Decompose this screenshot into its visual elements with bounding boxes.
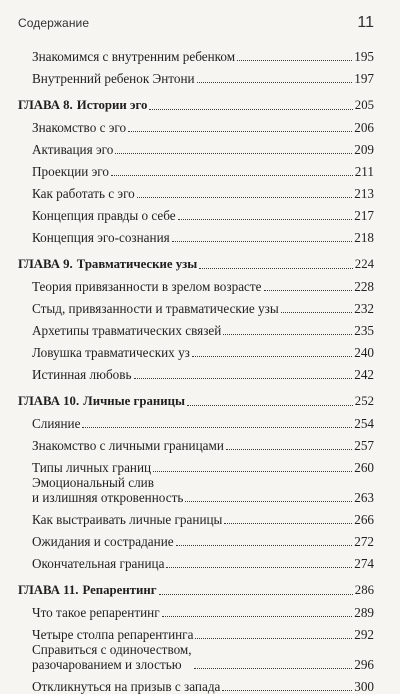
- dot-leader: [162, 616, 353, 617]
- toc-entry-title: Окончательная граница: [32, 556, 165, 571]
- toc-entry: [18, 431, 374, 453]
- toc-entry-page: 266: [354, 512, 374, 527]
- toc-entry-title: Как выстраивать личные границы: [32, 512, 223, 527]
- toc-entry-page: 263: [354, 490, 374, 505]
- toc-entry: [18, 272, 374, 294]
- dot-leader: [281, 312, 353, 313]
- toc-entry: [18, 505, 374, 527]
- toc-entry-page: 242: [354, 367, 374, 382]
- toc-entry: [18, 179, 374, 201]
- toc-entry-title: Внутренний ребенок Энтони: [32, 71, 195, 86]
- toc-entry-title: Слияние: [32, 416, 81, 431]
- dot-leader: [149, 109, 352, 110]
- toc-entry-title: Ожидания и сострадание: [32, 534, 174, 549]
- dot-leader: [153, 471, 352, 472]
- dot-leader: [115, 153, 352, 154]
- toc-entry-title: Ловушка травматических уз: [32, 345, 190, 360]
- toc-entry-title-line: и излишняя откровенность: [32, 490, 184, 505]
- toc-chapter: [18, 576, 374, 598]
- toc-entry-title: Как работать с эго: [32, 186, 135, 201]
- dot-leader: [224, 523, 352, 524]
- dot-leader: [178, 219, 353, 220]
- toc-entry: [18, 409, 374, 431]
- toc-entry-page: 296: [354, 657, 374, 672]
- toc-entry-title-line: разочарованием и злостью: [32, 657, 182, 672]
- chapter-heading: [18, 394, 185, 409]
- toc-entry-page: 206: [354, 120, 374, 135]
- toc-entry-title: Концепция правды о себе: [32, 208, 176, 223]
- dot-leader: [197, 82, 353, 83]
- toc-entry-page: 240: [354, 345, 374, 360]
- toc-entry-page: 292: [354, 627, 374, 642]
- dot-leader: [166, 567, 352, 568]
- chapter-heading: [18, 257, 197, 272]
- toc-entry-title: Теория привязанности в зрелом возрасте: [32, 279, 262, 294]
- toc-entry: [18, 598, 374, 620]
- chapter-title: Травматические узы: [76, 257, 198, 271]
- dot-leader: [195, 638, 352, 639]
- chapter-page: 252: [354, 394, 374, 408]
- dot-leader: [176, 545, 353, 546]
- toc-entry-page: 254: [354, 416, 374, 431]
- running-head: [18, 14, 374, 32]
- chapter-heading: [18, 583, 157, 598]
- toc-entry: [18, 620, 374, 642]
- chapter-page: 205: [354, 98, 374, 112]
- dot-leader: [194, 668, 353, 669]
- dot-leader: [264, 290, 353, 291]
- toc-entry-title: Проекции эго: [32, 164, 109, 179]
- chapter-title: Личные границы: [83, 394, 185, 408]
- toc-entry-page: 218: [354, 230, 374, 245]
- toc-entry-title: [32, 475, 183, 505]
- toc-entry: [18, 201, 374, 223]
- dot-leader: [172, 241, 353, 242]
- toc-entry: [18, 527, 374, 549]
- toc-entry-page: 211: [354, 164, 374, 179]
- toc-entry-title: Истинная любовь: [32, 367, 132, 382]
- dot-leader: [199, 268, 353, 269]
- toc-entry-title: Что такое репарентинг: [32, 605, 160, 620]
- toc-entry: [18, 64, 374, 86]
- toc-entry-page: 272: [354, 534, 374, 549]
- toc-entry-title: Откликнуться на призыв с запада: [32, 679, 221, 694]
- toc-entry-title: Активация эго: [32, 142, 114, 157]
- chapter-title: Репарентинг: [82, 583, 157, 597]
- toc-entry-title-line: Эмоциональный слив: [32, 475, 154, 490]
- toc-entry: [18, 135, 374, 157]
- toc-entry-page: 195: [354, 49, 374, 64]
- toc-entry-title: Четыре столпа репарентинга: [32, 627, 194, 642]
- chapter-number: ГЛАВА 11.: [18, 583, 79, 597]
- dot-leader: [222, 690, 352, 691]
- toc-entry-title: Архетипы травматических связей: [32, 323, 222, 338]
- dot-leader: [159, 594, 353, 595]
- toc-entry: [18, 42, 374, 64]
- dot-leader: [187, 405, 353, 406]
- toc-entry: [18, 316, 374, 338]
- toc-entry: [18, 338, 374, 360]
- toc-entry-page: 300: [354, 679, 374, 694]
- running-head-title: Содержание: [18, 16, 90, 30]
- toc-entry: [18, 642, 374, 672]
- dot-leader: [223, 334, 352, 335]
- dot-leader: [192, 356, 352, 357]
- dot-leader: [237, 60, 352, 61]
- toc-entry-page: 228: [354, 279, 374, 294]
- dot-leader: [226, 449, 352, 450]
- chapter-page: 224: [354, 257, 374, 271]
- toc-entry-title: Концепция эго-сознания: [32, 230, 170, 245]
- dot-leader: [82, 427, 352, 428]
- toc-entry-title: Типы личных границ: [32, 460, 152, 475]
- toc-entry: [18, 113, 374, 135]
- toc-entry-page: 197: [354, 71, 374, 86]
- toc-entry: [18, 294, 374, 316]
- toc-entry-title: Знакомимся с внутренним ребенком: [32, 49, 236, 64]
- chapter-title: Истории эго: [76, 98, 148, 112]
- page-number: 11: [357, 14, 374, 31]
- toc-entry-title: Знакомство с личными границами: [32, 438, 224, 453]
- toc-entry-title: Стыд, привязанности и травматические узы: [32, 301, 279, 316]
- toc-entry: [18, 157, 374, 179]
- toc-entry-title: Знакомство с эго: [32, 120, 127, 135]
- toc-entry-page: 235: [354, 323, 374, 338]
- dot-leader: [185, 501, 352, 502]
- toc-entry-title-line: Справиться с одиночеством,: [32, 642, 192, 657]
- table-of-contents: [18, 42, 374, 694]
- toc-chapter: [18, 91, 374, 113]
- toc-entry-page: 274: [354, 556, 374, 571]
- toc-entry-page: 209: [354, 142, 374, 157]
- dot-leader: [134, 378, 353, 379]
- chapter-number: ГЛАВА 8.: [18, 98, 73, 112]
- toc-entry-page: 217: [354, 208, 374, 223]
- toc-entry: [18, 475, 374, 505]
- chapter-heading: [18, 98, 147, 113]
- dot-leader: [137, 197, 352, 198]
- chapter-number: ГЛАВА 9.: [18, 257, 73, 271]
- toc-entry: [18, 453, 374, 475]
- dot-leader: [128, 131, 352, 132]
- toc-entry-page: 257: [354, 438, 374, 453]
- toc-entry-page: 213: [354, 186, 374, 201]
- toc-entry: [18, 360, 374, 382]
- toc-chapter: [18, 387, 374, 409]
- toc-entry-page: 289: [354, 605, 374, 620]
- toc-entry: [18, 549, 374, 571]
- toc-chapter: [18, 250, 374, 272]
- toc-entry-page: 260: [354, 460, 374, 475]
- dot-leader: [111, 175, 353, 176]
- toc-entry-page: 232: [354, 301, 374, 316]
- toc-entry: [18, 223, 374, 245]
- toc-entry-title: [32, 642, 192, 672]
- chapter-number: ГЛАВА 10.: [18, 394, 80, 408]
- toc-entry: [18, 672, 374, 694]
- chapter-page: 286: [354, 583, 374, 597]
